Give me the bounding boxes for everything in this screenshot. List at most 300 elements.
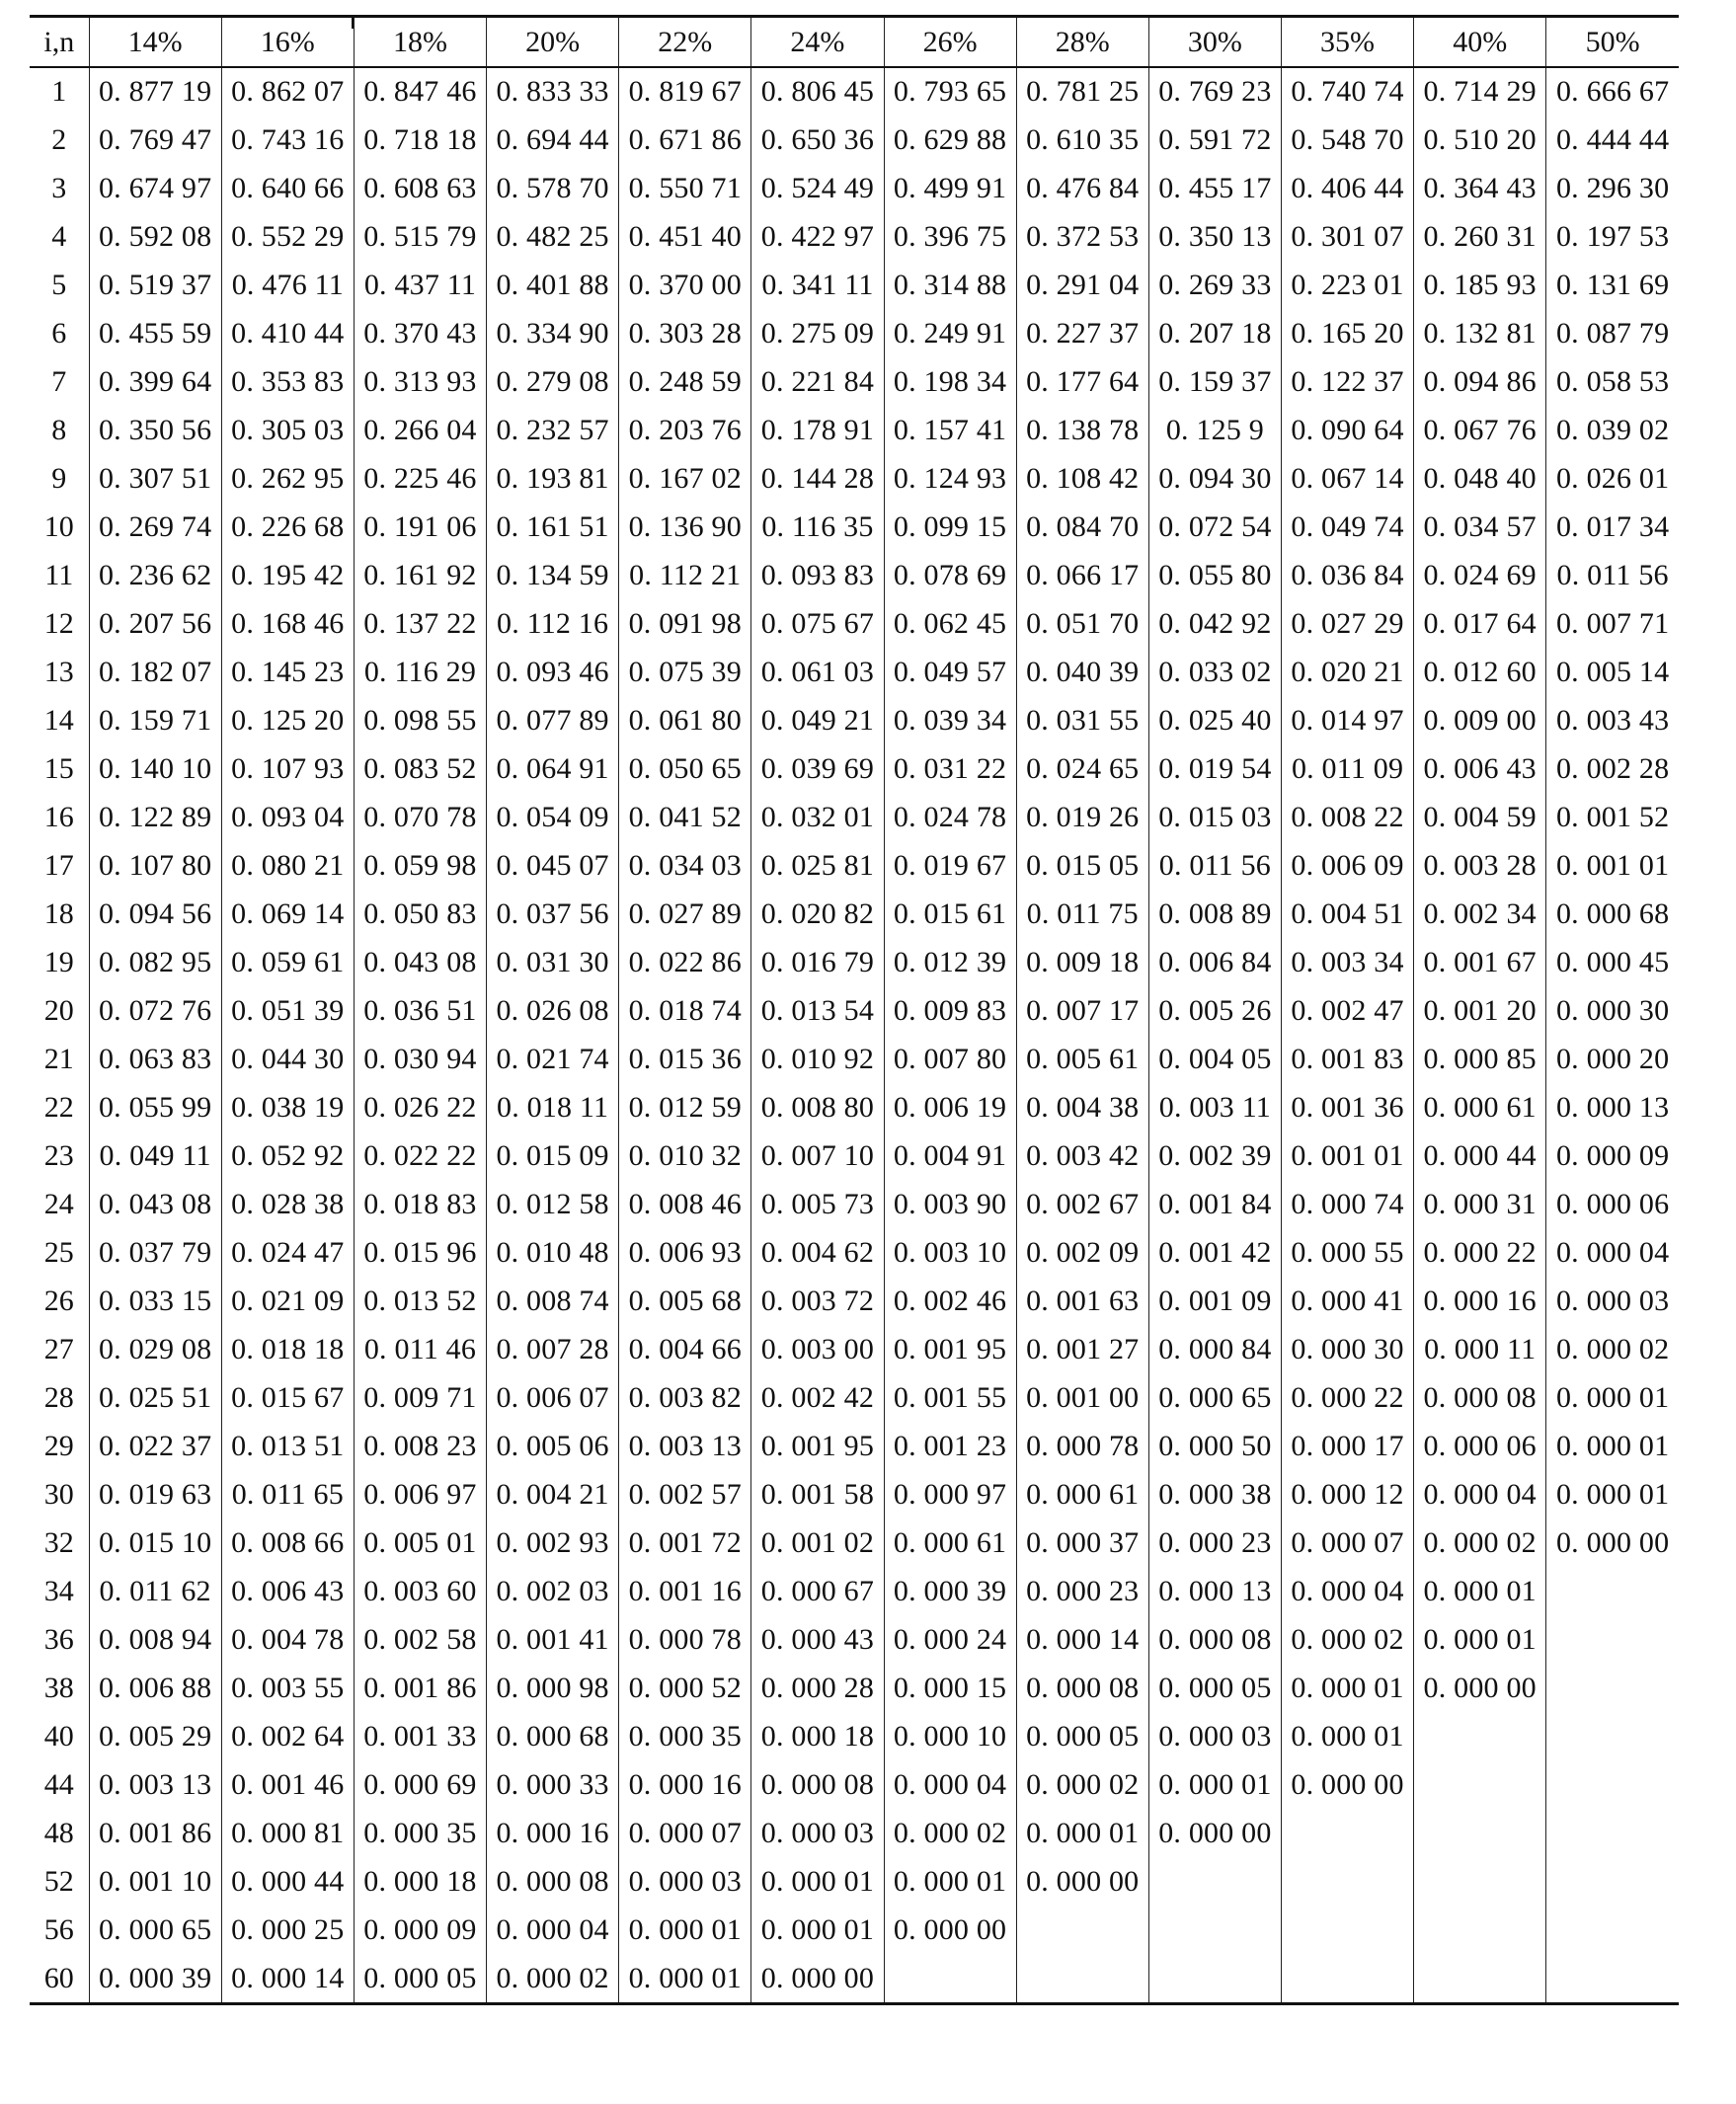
discount-factor-cell: 0. 003 60 — [354, 1567, 486, 1615]
table-row — [30, 1422, 1679, 1470]
discount-factor-cell: 0. 000 01 — [619, 1906, 751, 1954]
discount-factor-cell: 0. 203 76 — [619, 406, 751, 454]
discount-factor-cell: 0. 001 16 — [619, 1567, 751, 1615]
discount-factor-cell: 0. 000 00 — [1016, 1857, 1148, 1906]
discount-factor-cell: 0. 001 95 — [751, 1422, 884, 1470]
discount-factor-cell: 0. 001 09 — [1148, 1277, 1281, 1325]
discount-factor-cell: 0. 000 14 — [1016, 1615, 1148, 1664]
discount-factor-cell: 0. 010 48 — [487, 1228, 619, 1277]
discount-factor-cell: 0. 000 01 — [1546, 1422, 1679, 1470]
discount-factor-cell: 0. 017 34 — [1546, 503, 1679, 551]
discount-factor-cell — [1546, 1760, 1679, 1809]
discount-factor-cell: 0. 226 68 — [221, 503, 354, 551]
discount-factor-cell: 0. 140 10 — [89, 744, 221, 793]
discount-factor-cell: 0. 000 35 — [354, 1809, 486, 1857]
period-cell: 7 — [51, 364, 67, 398]
discount-factor-cell: 0. 006 97 — [354, 1470, 486, 1519]
discount-factor-cell: 0. 031 55 — [1016, 696, 1148, 744]
discount-factor-cell: 0. 031 22 — [884, 744, 1016, 793]
discount-factor-cell: 0. 122 37 — [1281, 357, 1413, 406]
discount-factor-cell: 0. 020 82 — [751, 890, 884, 938]
discount-factor-cell: 0. 410 44 — [221, 309, 354, 357]
discount-factor-cell: 0. 000 00 — [1148, 1809, 1281, 1857]
discount-factor-cell: 0. 806 45 — [751, 67, 884, 116]
discount-factor-cell: 0. 334 90 — [487, 309, 619, 357]
caption-fragment-mark — [352, 17, 354, 29]
discount-factor-cell: 0. 000 01 — [1546, 1373, 1679, 1422]
discount-factor-cell: 0. 001 46 — [221, 1760, 354, 1809]
discount-factor-cell: 0. 000 00 — [751, 1954, 884, 2002]
discount-factor-cell: 0. 769 47 — [89, 116, 221, 164]
table-row — [30, 938, 1679, 986]
discount-factor-cell: 0. 006 43 — [221, 1567, 354, 1615]
period-cell: 29 — [43, 1429, 74, 1462]
discount-factor-cell: 0. 000 09 — [354, 1906, 486, 1954]
discount-factor-cell: 0. 000 31 — [1414, 1180, 1546, 1228]
discount-factor-cell: 0. 064 91 — [487, 744, 619, 793]
discount-factor-cell: 0. 090 64 — [1281, 406, 1413, 454]
rate-header: 30% — [1148, 18, 1281, 67]
discount-factor-cell: 0. 000 65 — [89, 1906, 221, 1954]
discount-factor-cell: 0. 122 89 — [89, 793, 221, 841]
discount-factor-cell: 0. 510 20 — [1414, 116, 1546, 164]
discount-factor-cell: 0. 001 83 — [1281, 1035, 1413, 1083]
discount-factor-cell: 0. 039 02 — [1546, 406, 1679, 454]
discount-factor-cell: 0. 018 11 — [487, 1083, 619, 1131]
corner-header: i,n — [30, 18, 89, 67]
discount-factor-cell: 0. 000 18 — [354, 1857, 486, 1906]
discount-factor-cell: 0. 001 00 — [1016, 1373, 1148, 1422]
discount-factor-cell: 0. 001 72 — [619, 1519, 751, 1567]
discount-factor-cell: 0. 000 69 — [354, 1760, 486, 1809]
discount-factor-cell: 0. 743 16 — [221, 116, 354, 164]
rate-header: 20% — [487, 18, 619, 67]
rate-header: 14% — [89, 18, 221, 67]
discount-factor-cell: 0. 107 80 — [89, 841, 221, 890]
discount-factor-cell: 0. 144 28 — [751, 454, 884, 503]
rate-header: 18% — [354, 18, 486, 67]
discount-factor-cell: 0. 000 00 — [884, 1906, 1016, 1954]
discount-factor-cell: 0. 000 45 — [1546, 938, 1679, 986]
discount-factor-cell: 0. 444 44 — [1546, 116, 1679, 164]
discount-factor-cell: 0. 022 86 — [619, 938, 751, 986]
discount-factor-cell: 0. 003 10 — [884, 1228, 1016, 1277]
discount-factor-cell: 0. 005 26 — [1148, 986, 1281, 1035]
table-body — [30, 67, 1679, 2002]
discount-factor-cell: 0. 000 00 — [1414, 1664, 1546, 1712]
discount-factor-cell: 0. 024 69 — [1414, 551, 1546, 599]
table-row — [30, 599, 1679, 648]
discount-factor-cell: 0. 075 67 — [751, 599, 884, 648]
discount-factor-cell: 0. 000 22 — [1414, 1228, 1546, 1277]
discount-factor-cell: 0. 002 67 — [1016, 1180, 1148, 1228]
discount-factor-cell: 0. 000 97 — [884, 1470, 1016, 1519]
discount-factor-cell: 0. 000 03 — [619, 1857, 751, 1906]
discount-factor-cell: 0. 197 53 — [1546, 212, 1679, 261]
discount-factor-cell: 0. 370 43 — [354, 309, 486, 357]
rate-header: 35% — [1281, 18, 1413, 67]
discount-factor-cell: 0. 000 39 — [884, 1567, 1016, 1615]
discount-factor-cell: 0. 051 70 — [1016, 599, 1148, 648]
discount-factor-cell: 0. 028 38 — [221, 1180, 354, 1228]
discount-factor-cell: 0. 011 09 — [1281, 744, 1413, 793]
table-row — [30, 67, 1679, 116]
discount-factor-table — [30, 18, 1679, 2002]
discount-factor-cell — [1546, 1712, 1679, 1760]
discount-factor-cell: 0. 422 97 — [751, 212, 884, 261]
discount-factor-cell: 0. 161 92 — [354, 551, 486, 599]
discount-factor-cell: 0. 001 23 — [884, 1422, 1016, 1470]
discount-factor-cell: 0. 000 04 — [1281, 1567, 1413, 1615]
discount-factor-cell: 0. 001 52 — [1546, 793, 1679, 841]
discount-factor-cell: 0. 000 16 — [1414, 1277, 1546, 1325]
discount-factor-cell: 0. 094 56 — [89, 890, 221, 938]
discount-factor-cell: 0. 476 84 — [1016, 164, 1148, 212]
period-cell: 24 — [43, 1187, 74, 1220]
discount-factor-cell: 0. 372 53 — [1016, 212, 1148, 261]
discount-factor-cell: 0. 003 34 — [1281, 938, 1413, 986]
discount-factor-cell: 0. 000 50 — [1148, 1422, 1281, 1470]
discount-factor-cell: 0. 694 44 — [487, 116, 619, 164]
discount-factor-cell: 0. 009 00 — [1414, 696, 1546, 744]
discount-factor-cell: 0. 050 65 — [619, 744, 751, 793]
discount-factor-cell: 0. 877 19 — [89, 67, 221, 116]
discount-factor-cell: 0. 059 61 — [221, 938, 354, 986]
discount-factor-cell: 0. 266 04 — [354, 406, 486, 454]
discount-factor-cell: 0. 307 51 — [89, 454, 221, 503]
discount-factor-cell: 0. 000 08 — [751, 1760, 884, 1809]
discount-factor-cell: 0. 000 01 — [884, 1857, 1016, 1906]
discount-factor-cell: 0. 039 69 — [751, 744, 884, 793]
table-row — [30, 1857, 1679, 1906]
discount-factor-cell: 0. 000 68 — [1546, 890, 1679, 938]
discount-factor-cell: 0. 091 98 — [619, 599, 751, 648]
discount-factor-cell: 0. 001 33 — [354, 1712, 486, 1760]
discount-factor-cell: 0. 004 62 — [751, 1228, 884, 1277]
discount-factor-cell: 0. 016 79 — [751, 938, 884, 986]
period-cell: 56 — [43, 1912, 74, 1946]
period-cell: 26 — [43, 1284, 74, 1317]
period-cell: 38 — [43, 1671, 74, 1704]
period-cell: 48 — [43, 1816, 74, 1849]
discount-factor-cell: 0. 003 42 — [1016, 1131, 1148, 1180]
discount-factor-cell: 0. 000 06 — [1546, 1180, 1679, 1228]
discount-factor-cell: 0. 015 03 — [1148, 793, 1281, 841]
period-cell: 16 — [43, 800, 74, 833]
discount-factor-cell: 0. 002 47 — [1281, 986, 1413, 1035]
period-cell: 2 — [51, 122, 67, 156]
discount-factor-cell — [1016, 1906, 1148, 1954]
table-row — [30, 1083, 1679, 1131]
discount-factor-cell: 0. 026 22 — [354, 1083, 486, 1131]
discount-factor-cell: 0. 112 21 — [619, 551, 751, 599]
discount-factor-cell: 0. 094 86 — [1414, 357, 1546, 406]
discount-factor-cell: 0. 437 11 — [354, 261, 486, 309]
discount-factor-cell: 0. 107 93 — [221, 744, 354, 793]
discount-factor-cell: 0. 000 01 — [1546, 1470, 1679, 1519]
discount-factor-cell: 0. 108 42 — [1016, 454, 1148, 503]
discount-factor-cell: 0. 001 36 — [1281, 1083, 1413, 1131]
period-cell: 25 — [43, 1235, 74, 1269]
discount-factor-cell: 0. 524 49 — [751, 164, 884, 212]
discount-factor-cell: 0. 075 39 — [619, 648, 751, 696]
discount-factor-cell: 0. 718 18 — [354, 116, 486, 164]
discount-factor-cell: 0. 003 43 — [1546, 696, 1679, 744]
discount-factor-cell: 0. 000 02 — [1414, 1519, 1546, 1567]
discount-factor-cell: 0. 000 00 — [1546, 1519, 1679, 1567]
discount-factor-cell: 0. 009 71 — [354, 1373, 486, 1422]
discount-factor-cell: 0. 124 93 — [884, 454, 1016, 503]
discount-factor-cell: 0. 006 19 — [884, 1083, 1016, 1131]
period-cell: 28 — [43, 1380, 74, 1414]
discount-factor-cell: 0. 005 06 — [487, 1422, 619, 1470]
discount-factor-cell: 0. 004 59 — [1414, 793, 1546, 841]
discount-factor-cell: 0. 098 55 — [354, 696, 486, 744]
period-cell: 21 — [43, 1042, 74, 1075]
discount-factor-cell: 0. 001 86 — [89, 1809, 221, 1857]
period-cell: 22 — [43, 1090, 74, 1124]
discount-factor-cell: 0. 260 31 — [1414, 212, 1546, 261]
discount-factor-cell: 0. 275 09 — [751, 309, 884, 357]
discount-factor-cell: 0. 034 03 — [619, 841, 751, 890]
discount-factor-cell — [1148, 1954, 1281, 2002]
discount-factor-cell: 0. 499 91 — [884, 164, 1016, 212]
discount-factor-cell — [1148, 1906, 1281, 1954]
period-cell: 44 — [43, 1767, 74, 1801]
discount-factor-cell — [1414, 1809, 1546, 1857]
discount-factor-cell: 0. 000 67 — [751, 1567, 884, 1615]
discount-factor-cell: 0. 001 42 — [1148, 1228, 1281, 1277]
discount-factor-cell — [1546, 1857, 1679, 1906]
discount-factor-cell: 0. 024 65 — [1016, 744, 1148, 793]
discount-factor-cell: 0. 017 64 — [1414, 599, 1546, 648]
discount-factor-cell: 0. 177 64 — [1016, 357, 1148, 406]
discount-factor-cell: 0. 000 39 — [89, 1954, 221, 2002]
discount-factor-cell: 0. 000 03 — [751, 1809, 884, 1857]
discount-factor-cell: 0. 001 27 — [1016, 1325, 1148, 1373]
discount-factor-cell: 0. 006 43 — [1414, 744, 1546, 793]
discount-factor-cell: 0. 000 01 — [1148, 1760, 1281, 1809]
discount-factor-cell: 0. 049 57 — [884, 648, 1016, 696]
discount-factor-cell: 0. 008 80 — [751, 1083, 884, 1131]
discount-factor-cell: 0. 001 84 — [1148, 1180, 1281, 1228]
discount-factor-cell: 0. 671 86 — [619, 116, 751, 164]
discount-factor-cell: 0. 021 09 — [221, 1277, 354, 1325]
discount-factor-cell: 0. 059 98 — [354, 841, 486, 890]
discount-factor-cell: 0. 005 61 — [1016, 1035, 1148, 1083]
table-row — [30, 986, 1679, 1035]
discount-factor-cell: 0. 008 46 — [619, 1180, 751, 1228]
discount-factor-cell: 0. 026 08 — [487, 986, 619, 1035]
period-cell: 10 — [43, 509, 74, 543]
discount-factor-cell: 0. 036 84 — [1281, 551, 1413, 599]
discount-factor-cell: 0. 185 93 — [1414, 261, 1546, 309]
discount-factor-cell: 0. 002 34 — [1414, 890, 1546, 938]
period-cell: 60 — [43, 1961, 74, 1994]
discount-factor-cell: 0. 136 90 — [619, 503, 751, 551]
discount-factor-cell: 0. 003 28 — [1414, 841, 1546, 890]
discount-factor-cell: 0. 000 18 — [751, 1712, 884, 1760]
discount-factor-cell: 0. 303 28 — [619, 309, 751, 357]
discount-factor-cell: 0. 313 93 — [354, 357, 486, 406]
discount-factor-cell: 0. 026 01 — [1546, 454, 1679, 503]
period-cell: 27 — [43, 1332, 74, 1365]
table-row — [30, 1906, 1679, 1954]
discount-factor-cell: 0. 262 95 — [221, 454, 354, 503]
discount-factor-cell: 0. 138 78 — [1016, 406, 1148, 454]
discount-factor-cell: 0. 132 81 — [1414, 309, 1546, 357]
discount-factor-cell: 0. 018 83 — [354, 1180, 486, 1228]
discount-factor-cell: 0. 001 01 — [1281, 1131, 1413, 1180]
period-cell: 1 — [51, 75, 67, 108]
table-row — [30, 793, 1679, 841]
table-row — [30, 1615, 1679, 1664]
discount-factor-cell: 0. 178 91 — [751, 406, 884, 454]
discount-factor-cell: 0. 083 52 — [354, 744, 486, 793]
discount-factor-cell: 0. 049 74 — [1281, 503, 1413, 551]
discount-factor-cell: 0. 455 17 — [1148, 164, 1281, 212]
discount-factor-cell: 0. 006 88 — [89, 1664, 221, 1712]
period-cell: 8 — [51, 413, 67, 446]
discount-factor-cell: 0. 145 23 — [221, 648, 354, 696]
discount-factor-cell: 0. 000 01 — [1016, 1809, 1148, 1857]
discount-factor-cell: 0. 007 10 — [751, 1131, 884, 1180]
period-cell: 20 — [43, 993, 74, 1027]
discount-factor-cell: 0. 039 34 — [884, 696, 1016, 744]
discount-factor-cell: 0. 050 83 — [354, 890, 486, 938]
table-row — [30, 212, 1679, 261]
discount-factor-cell: 0. 000 22 — [1281, 1373, 1413, 1422]
discount-factor-cell: 0. 044 30 — [221, 1035, 354, 1083]
period-cell: 40 — [43, 1719, 74, 1753]
discount-factor-cell: 0. 002 46 — [884, 1277, 1016, 1325]
discount-factor-cell: 0. 078 69 — [884, 551, 1016, 599]
discount-factor-cell: 0. 000 05 — [354, 1954, 486, 2002]
discount-factor-cell: 0. 030 94 — [354, 1035, 486, 1083]
discount-factor-cell: 0. 550 71 — [619, 164, 751, 212]
table-row — [30, 454, 1679, 503]
discount-factor-cell: 0. 000 04 — [487, 1906, 619, 1954]
discount-factor-cell: 0. 198 34 — [884, 357, 1016, 406]
discount-factor-cell: 0. 610 35 — [1016, 116, 1148, 164]
discount-factor-cell: 0. 819 67 — [619, 67, 751, 116]
period-cell: 17 — [43, 848, 74, 882]
discount-factor-cell: 0. 249 91 — [884, 309, 1016, 357]
discount-factor-cell — [1281, 1906, 1413, 1954]
discount-factor-cell — [1546, 1615, 1679, 1664]
rate-header: 16% — [221, 18, 354, 67]
discount-factor-cell: 0. 002 09 — [1016, 1228, 1148, 1277]
discount-factor-cell: 0. 000 01 — [1414, 1615, 1546, 1664]
period-cell: 14 — [43, 703, 74, 737]
discount-factor-cell: 0. 010 32 — [619, 1131, 751, 1180]
discount-factor-cell: 0. 084 70 — [1016, 503, 1148, 551]
discount-factor-cell: 0. 191 06 — [354, 503, 486, 551]
discount-factor-cell: 0. 024 78 — [884, 793, 1016, 841]
discount-factor-cell: 0. 002 42 — [751, 1373, 884, 1422]
discount-factor-cell: 0. 005 29 — [89, 1712, 221, 1760]
period-cell: 5 — [51, 268, 67, 301]
discount-factor-cell: 0. 000 84 — [1148, 1325, 1281, 1373]
discount-factor-cell: 0. 082 95 — [89, 938, 221, 986]
discount-factor-cell: 0. 000 02 — [1281, 1615, 1413, 1664]
discount-factor-cell: 0. 000 01 — [619, 1954, 751, 2002]
discount-factor-cell — [1281, 1809, 1413, 1857]
discount-factor-cell: 0. 018 18 — [221, 1325, 354, 1373]
discount-factor-cell: 0. 000 03 — [1148, 1712, 1281, 1760]
discount-factor-cell: 0. 000 35 — [619, 1712, 751, 1760]
table-row — [30, 1325, 1679, 1373]
discount-factor-cell: 0. 069 14 — [221, 890, 354, 938]
discount-factor-cell: 0. 036 51 — [354, 986, 486, 1035]
discount-factor-cell: 0. 004 66 — [619, 1325, 751, 1373]
discount-factor-cell: 0. 008 89 — [1148, 890, 1281, 938]
discount-factor-cell: 0. 008 74 — [487, 1277, 619, 1325]
discount-factor-cell: 0. 070 78 — [354, 793, 486, 841]
discount-factor-cell: 0. 000 20 — [1546, 1035, 1679, 1083]
table-row — [30, 1035, 1679, 1083]
discount-factor-cell — [1414, 1906, 1546, 1954]
discount-factor-cell: 0. 015 36 — [619, 1035, 751, 1083]
discount-factor-cell: 0. 000 07 — [619, 1809, 751, 1857]
table-row — [30, 503, 1679, 551]
discount-factor-cell: 0. 000 98 — [487, 1664, 619, 1712]
discount-factor-cell: 0. 227 37 — [1016, 309, 1148, 357]
discount-factor-cell: 0. 013 51 — [221, 1422, 354, 1470]
discount-factor-cell: 0. 157 41 — [884, 406, 1016, 454]
discount-factor-cell: 0. 000 05 — [1016, 1712, 1148, 1760]
table-row — [30, 648, 1679, 696]
discount-factor-cell: 0. 000 16 — [487, 1809, 619, 1857]
rate-header: 28% — [1016, 18, 1148, 67]
discount-factor-cell: 0. 000 85 — [1414, 1035, 1546, 1083]
discount-factor-cell: 0. 666 67 — [1546, 67, 1679, 116]
discount-factor-cell: 0. 004 38 — [1016, 1083, 1148, 1131]
discount-factor-cell: 0. 640 66 — [221, 164, 354, 212]
discount-factor-cell — [1414, 1712, 1546, 1760]
discount-factor-cell: 0. 182 07 — [89, 648, 221, 696]
discount-factor-cell: 0. 063 83 — [89, 1035, 221, 1083]
discount-factor-cell: 0. 482 25 — [487, 212, 619, 261]
discount-factor-cell: 0. 045 07 — [487, 841, 619, 890]
period-cell: 23 — [43, 1138, 74, 1172]
discount-factor-cell: 0. 000 44 — [1414, 1131, 1546, 1180]
table-row — [30, 1470, 1679, 1519]
discount-factor-cell: 0. 000 41 — [1281, 1277, 1413, 1325]
period-cell: 30 — [43, 1477, 74, 1511]
discount-factor-cell: 0. 000 55 — [1281, 1228, 1413, 1277]
discount-factor-cell: 0. 055 99 — [89, 1083, 221, 1131]
discount-factor-cell: 0. 370 00 — [619, 261, 751, 309]
discount-factor-cell: 0. 608 63 — [354, 164, 486, 212]
discount-factor-cell: 0. 015 61 — [884, 890, 1016, 938]
discount-factor-cell: 0. 401 88 — [487, 261, 619, 309]
discount-factor-cell: 0. 305 03 — [221, 406, 354, 454]
discount-factor-cell: 0. 099 15 — [884, 503, 1016, 551]
discount-factor-cell: 0. 650 36 — [751, 116, 884, 164]
discount-factor-cell: 0. 018 74 — [619, 986, 751, 1035]
discount-factor-cell: 0. 009 83 — [884, 986, 1016, 1035]
discount-factor-cell: 0. 847 46 — [354, 67, 486, 116]
discount-factor-cell: 0. 055 80 — [1148, 551, 1281, 599]
rate-header: 24% — [751, 18, 884, 67]
rate-header: 50% — [1546, 18, 1679, 67]
discount-factor-cell: 0. 012 59 — [619, 1083, 751, 1131]
discount-factor-cell: 0. 314 88 — [884, 261, 1016, 309]
discount-factor-cell: 0. 159 37 — [1148, 357, 1281, 406]
discount-factor-cell: 0. 007 17 — [1016, 986, 1148, 1035]
discount-factor-cell: 0. 020 21 — [1281, 648, 1413, 696]
